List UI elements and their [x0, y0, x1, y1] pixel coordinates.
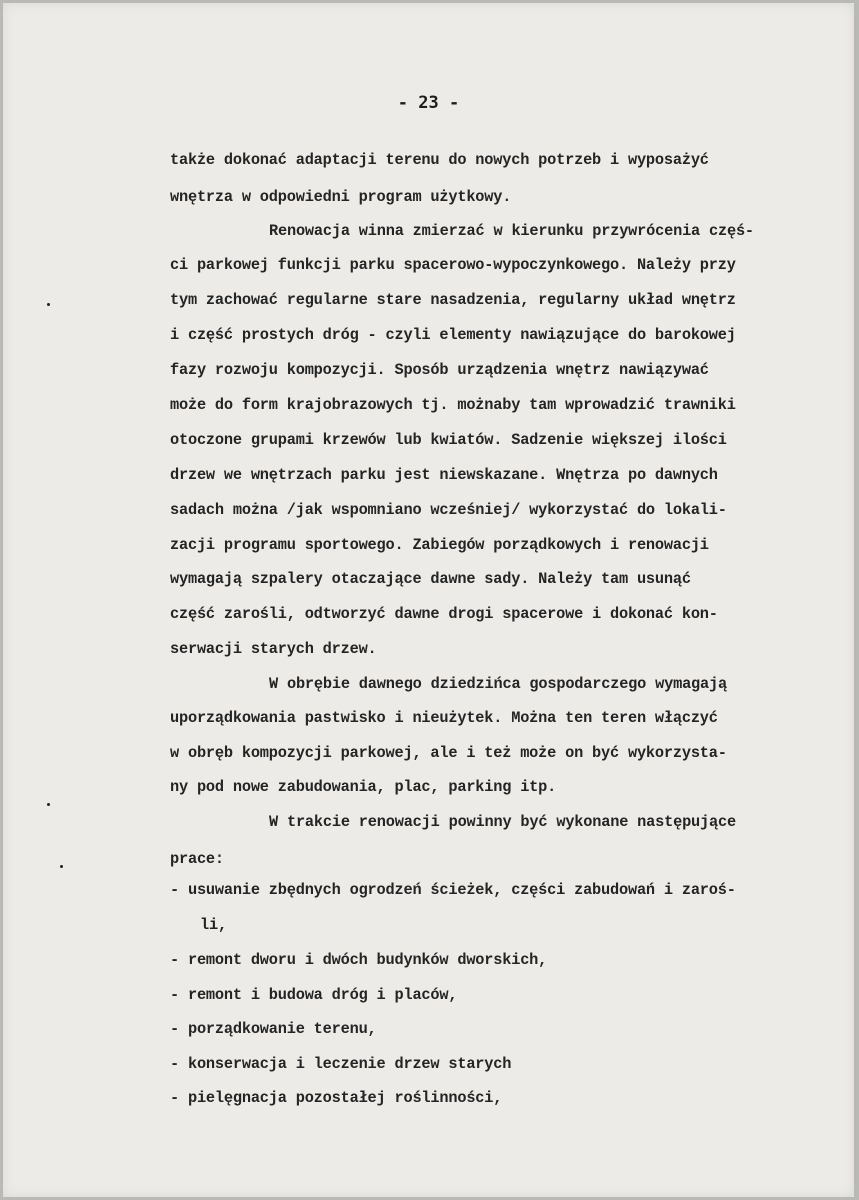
list-item: - usuwanie zbędnych ogrodzeń ścieżek, części zabudowań i zaroś- [170, 881, 736, 899]
text-line: serwacji starych drzew. [170, 640, 377, 658]
list-item: - remont i budowa dróg i placów, [170, 986, 458, 1004]
text-line: wnętrza w odpowiedni program użytkowy. [170, 188, 512, 206]
list-item: - pielęgnacja pozostałej roślinności, [170, 1089, 503, 1107]
page-number: - 23 - [397, 93, 460, 113]
text-line: także dokonać adaptacji terenu do nowych potrzeb i wyposażyć [170, 151, 709, 169]
text-line: ny pod nowe zabudowania, plac, parking itp. [170, 778, 557, 796]
text-line: W obrębie dawnego dziedzińca gospodarczego wymagają [269, 675, 727, 693]
text-line: zacji programu sportowego. Zabiegów porządkowych i renowacji [170, 536, 709, 554]
list-item: - konserwacja i leczenie drzew starych [170, 1055, 512, 1073]
text-line: uporządkowania pastwisko i nieużytek. Można ten teren włączyć [170, 709, 718, 727]
list-item: - porządkowanie terenu, [170, 1020, 377, 1038]
text-line: wymagają szpalery otaczające dawne sady. Należy tam usunąć [170, 570, 691, 588]
text-line: ci parkowej funkcji parku spacerowo-wypoczynkowego. Należy przy [170, 256, 736, 274]
list-item: - remont dworu i dwóch budynków dworskich, [170, 951, 548, 969]
text-line: może do form krajobrazowych tj. możnaby tam wprowadzić trawniki [170, 396, 736, 414]
text-line: drzew we wnętrzach parku jest niewskazane. Wnętrza po dawnych [170, 466, 718, 484]
list-item-continuation: li, [200, 916, 227, 934]
text-line: fazy rozwoju kompozycji. Sposób urządzenia wnętrz nawiązywać [170, 361, 709, 379]
text-line: i część prostych dróg - czyli elementy nawiązujące do barokowej [170, 326, 736, 344]
text-line: część zarośli, odtworzyć dawne drogi spacerowe i dokonać kon- [170, 605, 718, 623]
margin-mark [60, 865, 63, 868]
text-line: w obręb kompozycji parkowej, ale i też może on być wykorzysta- [170, 744, 727, 762]
document-page [3, 3, 854, 1197]
text-line: prace: [170, 850, 224, 868]
text-line: W trakcie renowacji powinny być wykonane następujące [269, 813, 736, 831]
text-line: sadach można /jak wspomniano wcześniej/ wykorzystać do lokali- [170, 501, 727, 519]
margin-mark [47, 303, 50, 306]
text-line: Renowacja winna zmierzać w kierunku przywrócenia częś- [269, 222, 754, 240]
margin-mark [47, 803, 50, 806]
text-line: tym zachować regularne stare nasadzenia, regularny układ wnętrz [170, 291, 736, 309]
text-line: otoczone grupami krzewów lub kwiatów. Sadzenie większej ilości [170, 431, 727, 449]
